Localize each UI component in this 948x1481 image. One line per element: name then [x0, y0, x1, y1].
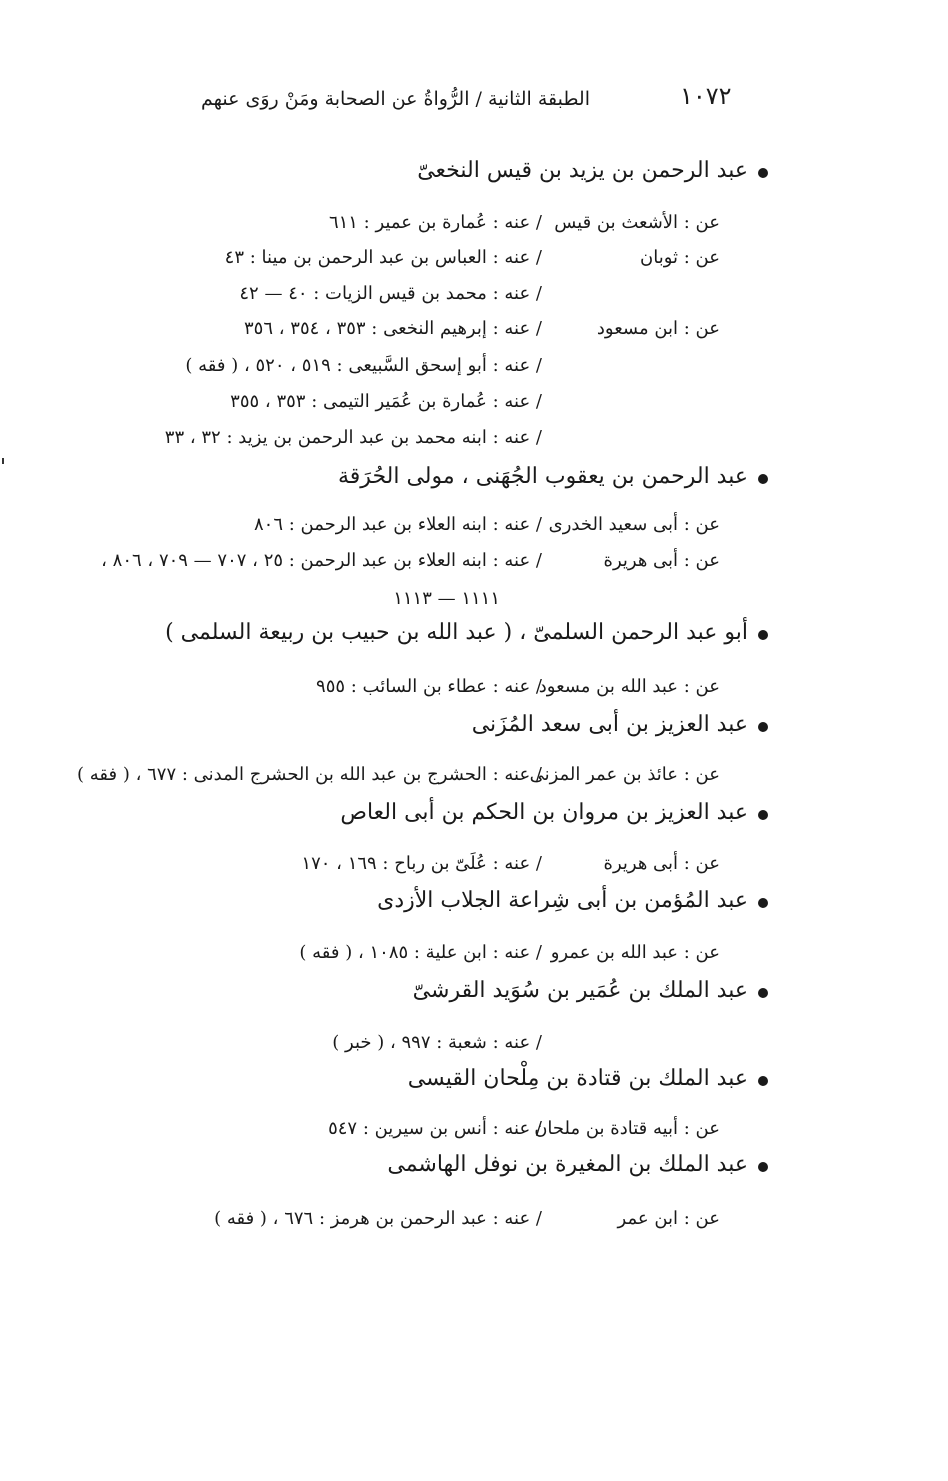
- student: / عنه : الحشرج بن عبد الله بن الحشرج المدنى : ٦٧٧ ، ( فقه ): [77, 764, 542, 785]
- narrator-name: عبد العزيز بن مروان بن الحكم بن أبى العاص: [340, 800, 748, 825]
- teacher: عن : عبد الله بن عمرو: [550, 942, 720, 963]
- student: / عنه : أبو إسحق السَّبيعى : ٥١٩ ، ٥٢٠ ، ( فقه ): [185, 355, 542, 376]
- narrator-name: عبد المُؤمن بن أبى شِراعة الجلاب الأزدى: [377, 888, 748, 913]
- student: / عنه : عُلَىّ بن رباح : ١٦٩ ، ١٧٠: [301, 853, 542, 874]
- entry-bullet: [758, 898, 768, 908]
- continuation-line: ١١١١ — ١١١٣: [393, 588, 500, 609]
- entry-bullet: [758, 810, 768, 820]
- entry-bullet: [758, 722, 768, 732]
- teacher: عن : الأشعث بن قيس: [554, 212, 720, 233]
- student: / عنه : ابنه محمد بن عبد الرحمن بن يزيد : ٣٢ ، ٣٣: [164, 427, 542, 448]
- entry-bullet: [758, 988, 768, 998]
- student: / عنه : ابنه العلاء بن عبد الرحمن : ٨٠٦: [254, 514, 542, 535]
- student: / عنه : محمد بن قيس الزيات : ٤٠ — ٤٢: [239, 283, 542, 304]
- student: / عنه : ابن علية : ١٠٨٥ ، ( فقه ): [299, 942, 542, 963]
- narrator-name: عبد الملك بن قتادة بن مِلْحان القيسى: [407, 1066, 748, 1091]
- teacher: عن : أبيه قتادة بن ملحان: [534, 1118, 720, 1139]
- teacher: عن : ثوبان: [640, 247, 720, 268]
- entry-bullet: [758, 630, 768, 640]
- student: / عنه : إبرهيم النخعى : ٣٥٣ ، ٣٥٤ ، ٣٥٦: [244, 318, 542, 339]
- entry-bullet: [758, 474, 768, 484]
- teacher: عن : عائذ بن عمر المزنى: [529, 764, 720, 785]
- narrator-name: أبو عبد الرحمن السلمىّ ، ( عبد الله بن حبيب بن ربيعة السلمى ): [165, 620, 748, 645]
- narrator-name: عبد الملك بن المغيرة بن نوفل الهاشمى: [387, 1152, 748, 1177]
- teacher: عن : ابن مسعود: [596, 318, 720, 339]
- student: / عنه : شعبة : ٩٩٧ ، ( خبر ): [332, 1032, 542, 1053]
- narrator-name: عبد الملك بن عُمَير بن سُوَيد القرشىّ: [412, 978, 748, 1003]
- page-number: ١٠٧٢: [680, 82, 732, 110]
- entry-bullet: [758, 1162, 768, 1172]
- teacher: عن : أبى هريرة: [603, 853, 720, 874]
- student: / عنه : عُمارة بن عمير : ٦١١: [328, 212, 542, 233]
- student: / عنه : عطاء بن السائب : ٩٥٥: [316, 676, 542, 697]
- narrator-name: عبد الرحمن بن يزيد بن قيس النخعىّ: [417, 158, 748, 183]
- entry-bullet: [758, 1076, 768, 1086]
- teacher: عن : أبى سعيد الخدرى: [548, 514, 720, 535]
- running-header: الطبقة الثانية / الرُّواةُ عن الصحابة ومَنْ روَى عنهم: [200, 88, 590, 110]
- student: / عنه : العباس بن عبد الرحمن بن مينا : ٤٣: [224, 247, 542, 268]
- entry-bullet: [758, 168, 768, 178]
- teacher: عن : عبد الله بن مسعود: [538, 676, 720, 697]
- student: / عنه : ابنه العلاء بن عبد الرحمن : ٢٥ ، ٧٠٧ — ٧٠٩ ، ٨٠٦ ،: [101, 550, 542, 571]
- teacher: عن : أبى هريرة: [603, 550, 720, 571]
- narrator-name: عبد العزيز بن أبى سعد المُزَنى: [471, 712, 748, 737]
- margin-mark: [2, 458, 4, 464]
- narrator-name: عبد الرحمن بن يعقوب الجُهَنى ، مولى الحُرَقة: [338, 464, 748, 489]
- teacher: عن : ابن عمر: [617, 1208, 720, 1229]
- student: / عنه : عبد الرحمن بن هرمز : ٦٧٦ ، ( فقه ): [214, 1208, 542, 1229]
- student: / عنه : أنس بن سيرين : ٥٤٧: [328, 1118, 542, 1139]
- student: / عنه : عُمارة بن عُمَير التيمى : ٣٥٣ ، ٣٥٥: [230, 391, 542, 412]
